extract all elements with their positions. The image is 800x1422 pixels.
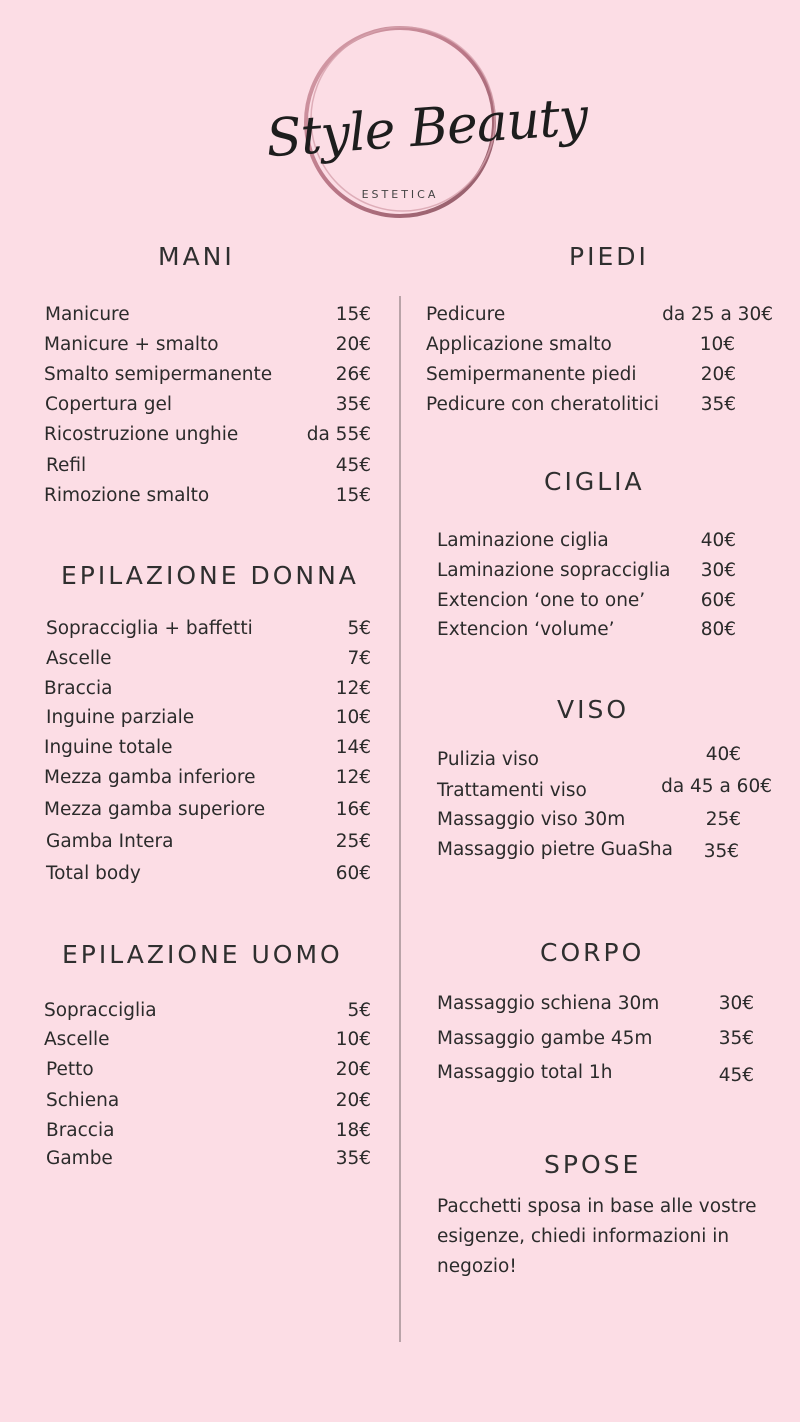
price-row (44, 678, 371, 704)
price-row (45, 304, 371, 330)
service-name: Braccia (46, 1120, 115, 1141)
service-name: Massaggio pietre GuaSha (437, 839, 673, 860)
price-row (44, 737, 371, 763)
service-price: 45€ (335, 455, 371, 476)
service-name: Copertura gel (45, 394, 173, 415)
service-price: 12€ (335, 678, 371, 699)
service-name: Sopracciglia (44, 1000, 157, 1021)
service-name: Petto (46, 1059, 94, 1080)
service-price: 25€ (335, 831, 371, 852)
service-price: 80€ (700, 619, 736, 640)
service-price: 35€ (703, 841, 739, 862)
service-name: Pedicure con cheratolitici (426, 394, 659, 415)
price-row (44, 424, 371, 450)
service-price: 30€ (700, 560, 736, 581)
service-name: Pulizia viso (437, 749, 539, 770)
price-row (46, 1059, 371, 1085)
price-row (437, 744, 741, 773)
price-row (426, 394, 736, 420)
price-row (46, 648, 371, 674)
price-row (437, 619, 736, 645)
price-row (44, 767, 371, 793)
service-name: Inguine totale (44, 737, 173, 758)
price-row (46, 1090, 371, 1116)
service-name: Pedicure (426, 304, 506, 325)
price-row (44, 1029, 371, 1055)
service-name: Rimozione smalto (44, 485, 210, 506)
service-name: Schiena (46, 1090, 120, 1111)
service-name: Inguine parziale (46, 707, 195, 728)
section-title-epilazione-donna: EPILAZIONE DONNA (61, 561, 359, 590)
service-price: 20€ (335, 1059, 371, 1080)
service-price: da 55€ (306, 424, 371, 445)
service-price: 5€ (347, 618, 371, 639)
service-name: Massaggio schiena 30m (437, 993, 660, 1014)
service-name: Semipermanente piedi (426, 364, 637, 385)
service-price: 30€ (718, 993, 754, 1014)
service-price: 15€ (335, 304, 371, 325)
section-title-epilazione-uomo: EPILAZIONE UOMO (62, 940, 343, 969)
service-name: Smalto semipermanente (44, 364, 273, 385)
service-price: 40€ (700, 530, 736, 551)
section-title-mani: MANI (158, 242, 235, 271)
spose-description: Pacchetti sposa in base alle vostre esigenze, chiedi informazioni in negozio! (437, 1196, 757, 1277)
column-divider (399, 296, 401, 1342)
brand-logo (260, 18, 590, 228)
service-price: 5€ (347, 1000, 371, 1021)
service-name: Massaggio total 1h (437, 1062, 613, 1083)
service-price: 35€ (718, 1028, 754, 1049)
service-name: Extencion ‘one to one’ (437, 590, 646, 611)
service-price: 60€ (335, 863, 371, 884)
service-name: Trattamenti viso (437, 780, 587, 801)
service-name: Manicure (45, 304, 130, 325)
service-name: Mezza gamba inferiore (44, 767, 256, 788)
service-name: Sopracciglia + baffetti (46, 618, 253, 639)
service-price: 25€ (705, 809, 741, 830)
price-row (46, 1148, 371, 1174)
service-price: da 25 a 30€ (662, 304, 773, 325)
service-price: 20€ (700, 364, 736, 385)
service-name: Gambe (46, 1148, 113, 1169)
service-name: Laminazione ciglia (437, 530, 609, 551)
price-row (426, 334, 735, 360)
service-price: da 45 a 60€ (661, 776, 772, 797)
service-name: Ascelle (44, 1029, 110, 1050)
price-row (44, 334, 371, 360)
price-row (437, 993, 754, 1019)
brand-subtitle: ESTETICA (361, 188, 439, 201)
service-price: 10€ (699, 334, 735, 355)
service-name: Ricostruzione unghie (44, 424, 239, 445)
service-price: 16€ (335, 799, 371, 820)
service-name: Applicazione smalto (426, 334, 612, 355)
service-name: Massaggio viso 30m (437, 809, 626, 830)
price-row (46, 455, 371, 481)
service-price: 20€ (335, 1090, 371, 1111)
price-row (437, 809, 741, 835)
service-price: 60€ (700, 590, 736, 611)
brand-script: Style Beauty (264, 86, 590, 170)
price-row (44, 799, 371, 825)
price-row (437, 530, 736, 556)
price-row (437, 778, 772, 804)
service-price: 10€ (335, 707, 371, 728)
service-name: Braccia (44, 678, 113, 699)
price-row (46, 1120, 371, 1146)
price-row (46, 618, 371, 644)
service-price: 10€ (335, 1029, 371, 1050)
section-title-viso: VISO (557, 695, 630, 724)
service-price: 26€ (335, 364, 371, 385)
service-price: 18€ (335, 1120, 371, 1141)
price-row (437, 590, 736, 616)
price-row (44, 1000, 371, 1026)
service-price: 45€ (718, 1065, 754, 1086)
price-row (46, 707, 371, 733)
service-name: Ascelle (46, 648, 112, 669)
price-row (426, 304, 773, 330)
service-price: 12€ (335, 767, 371, 788)
service-price: 35€ (700, 394, 736, 415)
price-row (437, 1028, 754, 1054)
service-name: Massaggio gambe 45m (437, 1028, 653, 1049)
section-title-piedi: PIEDI (569, 242, 649, 271)
service-name: Extencion ‘volume’ (437, 619, 615, 640)
service-price: 15€ (335, 485, 371, 506)
service-name: Manicure + smalto (44, 334, 219, 355)
price-row (437, 560, 736, 586)
service-name: Gamba Intera (46, 831, 174, 852)
price-row (426, 364, 736, 390)
service-price: 7€ (347, 648, 371, 669)
service-name: Refil (46, 455, 87, 476)
service-name: Laminazione sopracciglia (437, 560, 671, 581)
price-row (437, 1062, 754, 1088)
section-title-corpo: CORPO (540, 938, 645, 967)
price-row (46, 863, 371, 889)
price-row (437, 839, 739, 865)
price-row (46, 831, 371, 857)
service-price: 35€ (335, 394, 371, 415)
price-row (44, 364, 371, 390)
service-price: 40€ (705, 744, 741, 765)
service-price: 35€ (335, 1148, 371, 1169)
service-name: Total body (46, 863, 141, 884)
service-price: 20€ (335, 334, 371, 355)
service-name: Mezza gamba superiore (44, 799, 266, 820)
section-title-ciglia: CIGLIA (544, 467, 645, 496)
price-row (44, 485, 371, 511)
section-title-spose: SPOSE (544, 1150, 642, 1179)
price-row (45, 394, 371, 420)
service-price: 14€ (335, 737, 371, 758)
